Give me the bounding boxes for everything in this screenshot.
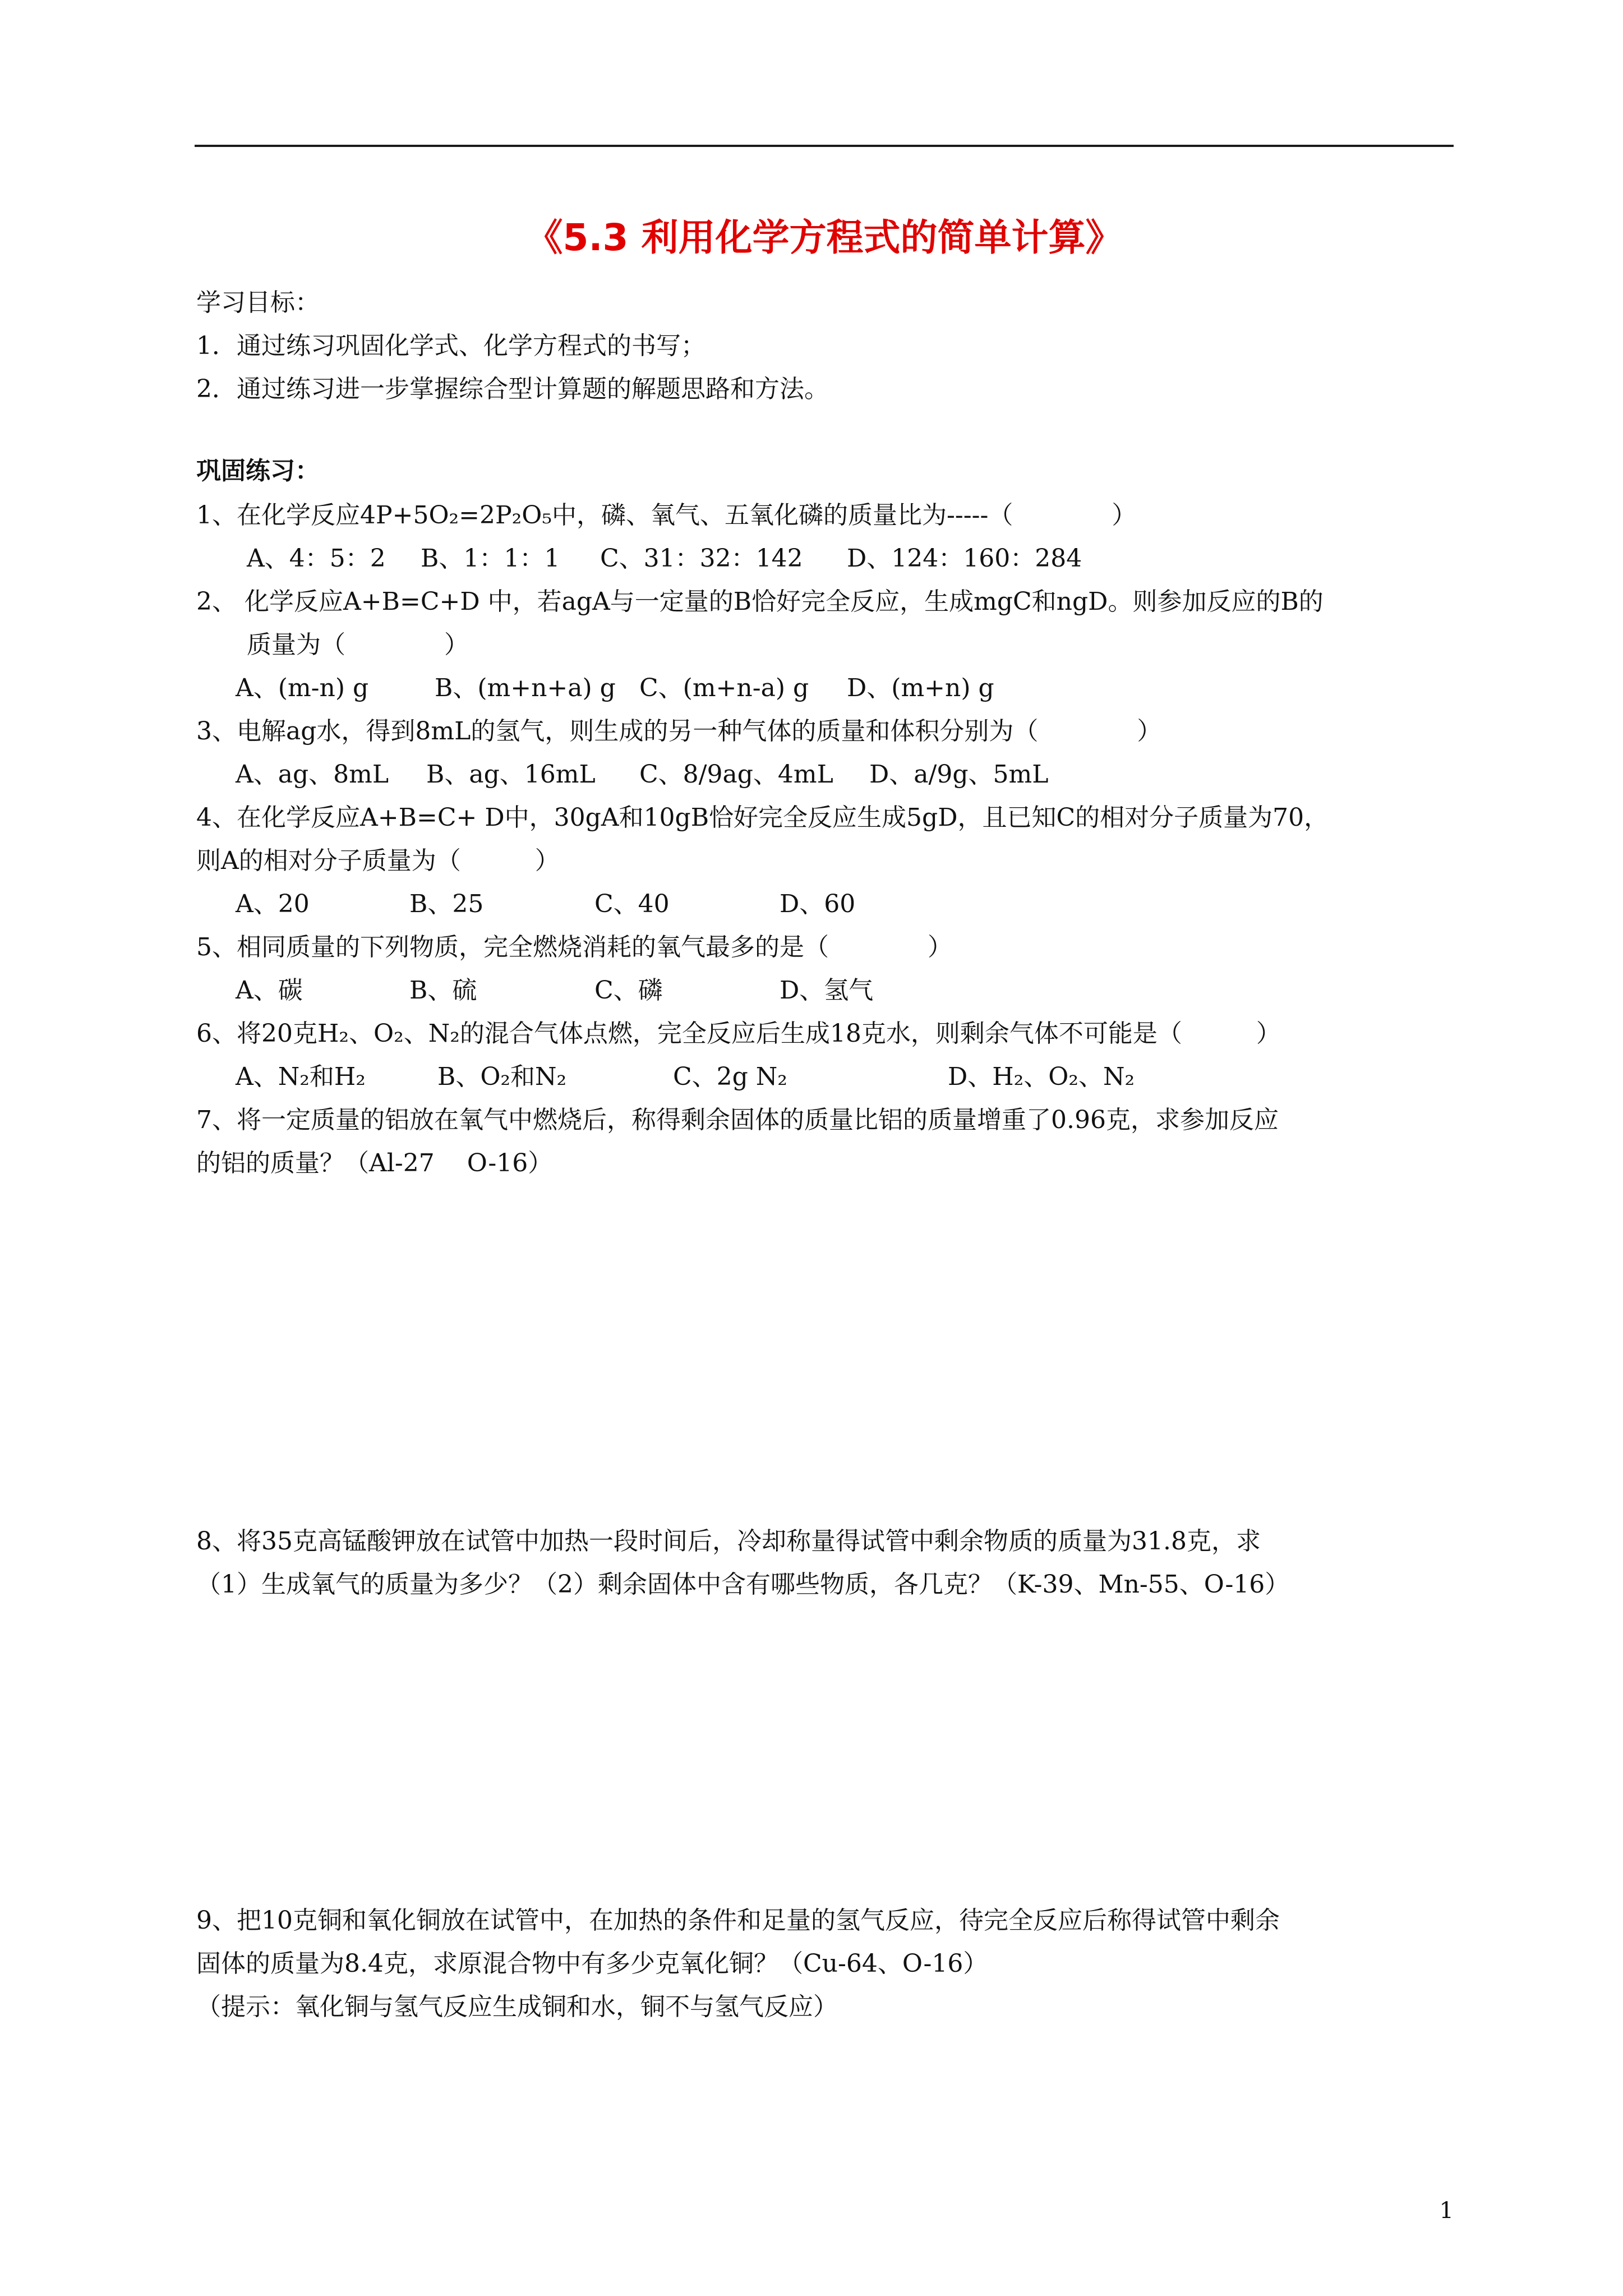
question-8: 8、将35克高锰酸钾放在试管中加热一段时间后，冷却称量得试管中剩余物质的质量为31.8克，求 — [196, 1527, 1261, 1556]
option-a: A、ag、8mL — [236, 760, 389, 789]
question-5-options — [236, 974, 873, 1007]
question-5: 5、相同质量的下列物质，完全燃烧消耗的氧气最多的是（ ） — [196, 933, 952, 961]
option-a: A、4：5：2 — [247, 544, 386, 573]
question-3-options — [236, 758, 1048, 792]
question-9: 9、把10克铜和氧化铜放在试管中，在加热的条件和足量的氢气反应，待完全反应后称得试管中剩余 — [196, 1906, 1280, 1935]
option-a: A、N₂和H₂ — [236, 1062, 366, 1091]
option-d: D、H₂、O₂、N₂ — [948, 1062, 1135, 1091]
option-c: C、磷 — [594, 976, 663, 1005]
option-a: A、碳 — [236, 976, 303, 1005]
question-6: 6、将20克H₂、O₂、N₂的混合气体点燃，完全反应后生成18克水，则剩余气体不可能是（ ） — [196, 1019, 1281, 1048]
option-d: D、a/9g、5mL — [869, 760, 1049, 789]
question-1-options — [247, 542, 1082, 576]
option-c: C、40 — [594, 890, 670, 918]
option-d: D、氢气 — [780, 976, 874, 1005]
option-b: B、1：1：1 — [421, 544, 560, 573]
question-2-options — [236, 671, 994, 705]
question-3: 3、电解ag水，得到8mL的氢气，则生成的另一种气体的质量和体积分别为（ ） — [196, 717, 1162, 746]
question-4: 4、在化学反应A+B=C+ D中，30gA和10gB恰好完全反应生成5gD，且已知C的相对分子质量为70， — [196, 803, 1329, 832]
page-title: 《5.3 利用化学方程式的简单计算》 — [525, 216, 1123, 259]
option-c: C、31：32：142 — [600, 544, 803, 573]
practice-heading: 巩固练习： — [196, 457, 320, 485]
question-9-hint: （提示：氧化铜与氢气反应生成铜和水，铜不与氢气反应） — [196, 1993, 838, 2021]
header-rule — [195, 145, 1454, 147]
goal-item: 2．通过练习进一步掌握综合型计算题的解题思路和方法。 — [196, 375, 829, 403]
question-7: 7、将一定质量的铝放在氧气中燃烧后，称得剩余固体的质量比铝的质量增重了0.96克，求参加反应 — [196, 1106, 1279, 1134]
question-8-cont: （1）生成氧气的质量为多少？（2）剩余固体中含有哪些物质，各几克？（K-39、Mn-55、O-16） — [196, 1570, 1290, 1599]
option-a: A、20 — [236, 890, 310, 918]
option-b: B、硫 — [409, 976, 477, 1005]
question-1: 1、在化学反应4P+5O₂=2P₂O₅中，磷、氧气、五氧化磷的质量比为-----（ ） — [196, 501, 1137, 530]
option-b: B、25 — [409, 890, 484, 918]
option-b: B、O₂和N₂ — [437, 1062, 567, 1091]
option-d: D、124：160：284 — [847, 544, 1082, 573]
goal-item: 1．通过练习巩固化学式、化学方程式的书写； — [196, 332, 706, 360]
option-c: C、(m+n-a) g — [639, 674, 809, 702]
page-number: 1 — [1439, 2198, 1454, 2224]
question-4-cont: 则A的相对分子质量为（ ） — [196, 846, 560, 875]
option-c: C、2g N₂ — [673, 1062, 787, 1091]
option-c: C、8/9ag、4mL — [639, 760, 833, 789]
option-b: B、ag、16mL — [426, 760, 596, 789]
question-6-options — [236, 1060, 1135, 1094]
option-d: D、(m+n) g — [847, 674, 994, 702]
goals-heading: 学习目标： — [196, 288, 320, 317]
question-9-cont: 固体的质量为8.4克，求原混合物中有多少克氧化铜？（Cu-64、O-16） — [196, 1949, 988, 1978]
option-d: D、60 — [780, 890, 856, 918]
option-b: B、(m+n+a) g — [435, 674, 616, 702]
option-a: A、(m-n) g — [236, 674, 369, 702]
question-4-options — [236, 887, 855, 921]
question-2: 2、 化学反应A+B=C+D 中，若agA与一定量的B恰好完全反应，生成mgC和ngD。则参加反应的B的 — [196, 587, 1324, 616]
question-2-cont: 质量为（ ） — [247, 631, 469, 659]
question-7-cont: 的铝的质量？（Al-27 O-16） — [196, 1149, 553, 1177]
